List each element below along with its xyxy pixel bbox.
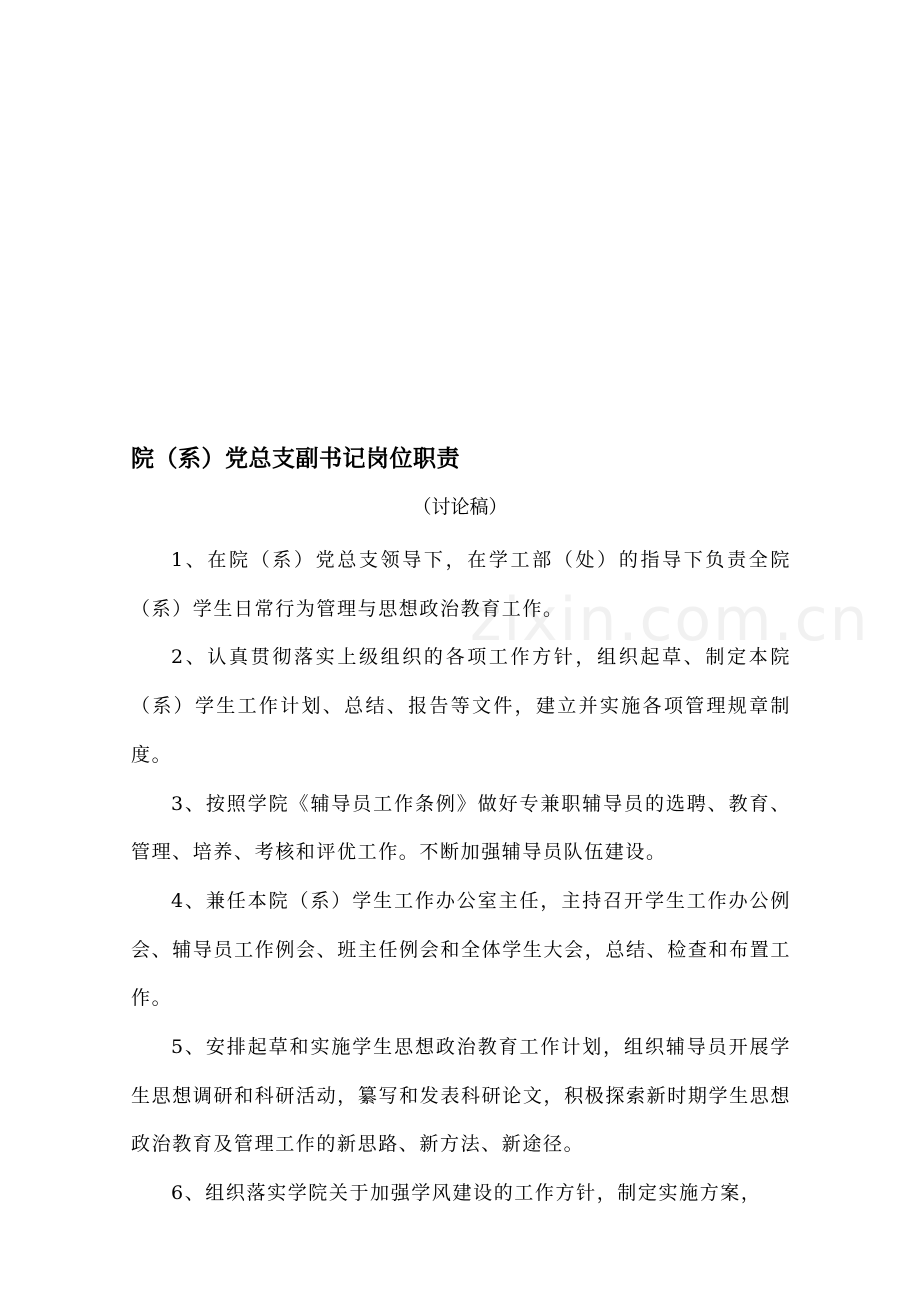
paragraph-3: 3、按照学院《辅导员工作条例》做好专兼职辅导员的选聘、教育、管理、培养、考核和评优工作。不断加强辅导员队伍建设。 [131,792,791,864]
document-subtitle: （讨论稿） [412,496,508,518]
paragraph-2: 2、认真贯彻落实上级组织的各项工作方针，组织起草、制定本院（系）学生工作计划、总结、报告等文件，建立并实施各项管理规章制度。 [131,646,791,766]
watermark: zixin.com.cn [470,585,870,655]
paragraph-6: 6、组织落实学院关于加强学风建设的工作方针，制定实施方案， [171,1182,762,1205]
paragraph-1: 1、在院（系）党总支领导下，在学工部（处）的指导下负责全院（系）学生日常行为管理与思想政治教育工作。 [131,549,791,620]
document-title: 院（系）党总支副书记岗位职责 [131,446,460,472]
document-body [131,536,791,1218]
paragraph-4: 4、兼任本院（系）学生工作办公室主任，主持召开学生工作办公例会、辅导员工作例会、班主任例会和全体学生大会，总结、检查和布置工作。 [131,889,791,1010]
paragraph-5: 5、安排起草和实施学生思想政治教育工作计划，组织辅导员开展学生思想调研和科研活动，纂写和发表科研论文，积极探索新时期学生思想政治教育及管理工作的新思路、新方法、新途径。 [131,1036,791,1156]
